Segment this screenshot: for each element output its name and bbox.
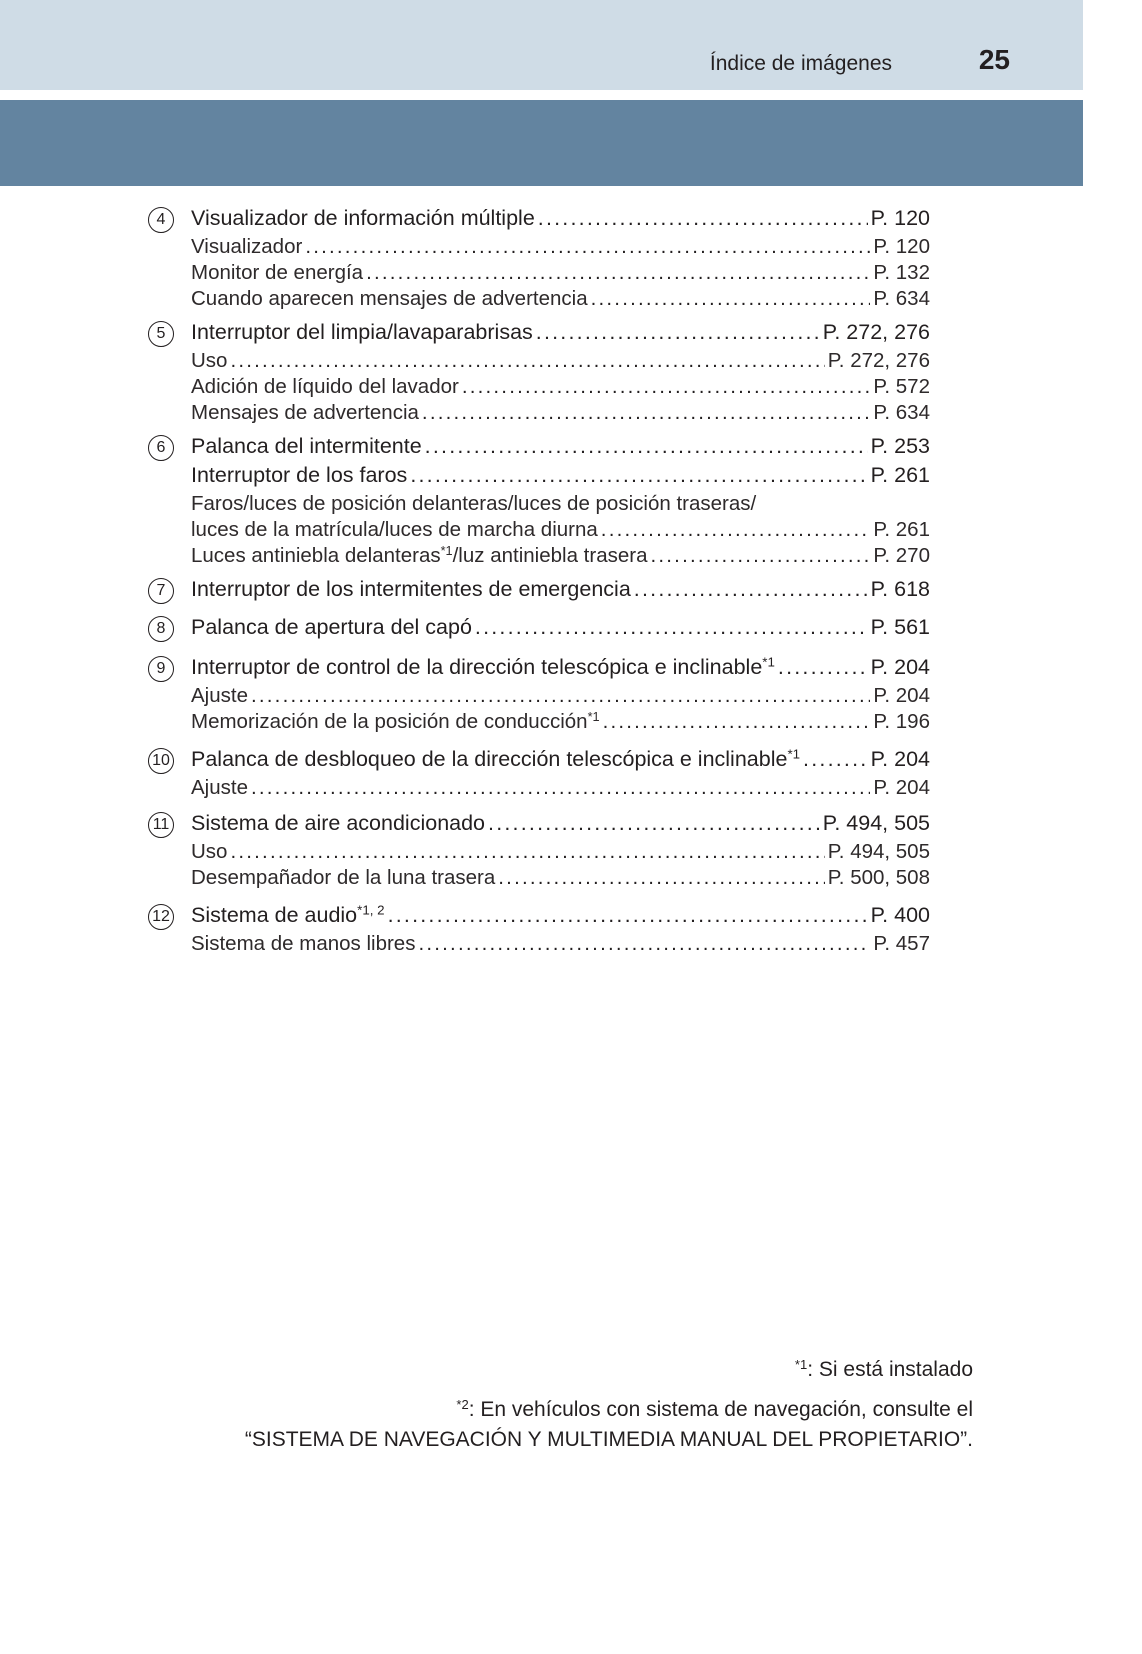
leader-dots — [603, 710, 871, 734]
entry-sub — [148, 287, 930, 313]
leader-dots — [251, 684, 870, 708]
page-ref[interactable]: P. 196 — [873, 710, 930, 733]
entry-title: Sistema de aire acondicionado — [191, 811, 486, 835]
leader-dots — [475, 615, 868, 640]
page-ref[interactable]: P. 572 — [873, 375, 930, 398]
entry-title: Palanca del intermitente — [191, 434, 422, 458]
leader-dots — [251, 776, 870, 800]
entry-group — [148, 434, 930, 570]
leader-dots — [650, 544, 870, 568]
page-number: 25 — [978, 44, 1010, 75]
leader-dots — [305, 235, 870, 259]
page-ref[interactable]: P. 618 — [870, 577, 930, 601]
leader-dots — [425, 434, 868, 459]
entry-main-secondary — [148, 463, 930, 492]
entry-sub — [148, 261, 930, 287]
page-ref[interactable]: P. 500, 508 — [827, 866, 930, 889]
entry-title: Interruptor de control de la dirección telescópica e inclinable$^{*1}$ — [191, 654, 775, 679]
entry-sub — [148, 840, 930, 866]
footnote-2 — [456, 1398, 973, 1422]
entry-group — [148, 747, 930, 802]
page-ref[interactable]: P. 561 — [870, 615, 930, 639]
sub-text: Visualizador — [191, 235, 303, 258]
sub-text: Sistema de manos libres — [191, 932, 416, 955]
leader-dots — [410, 463, 867, 488]
entry-title: Interruptor del limpia/lavaparabrisas — [191, 320, 533, 344]
entry-main — [148, 320, 930, 349]
entry-title: Palanca de apertura del capó — [191, 615, 472, 639]
entry-sub — [148, 866, 930, 892]
leader-dots — [591, 287, 871, 311]
leader-dots — [488, 811, 820, 836]
sub-text: luces de la matrícula/luces de marcha diurna — [191, 518, 598, 541]
sub-text: Mensajes de advertencia — [191, 401, 419, 424]
footnote-1 — [795, 1358, 973, 1382]
footnote-mark: *1 — [794, 1356, 808, 1372]
header-divider — [0, 90, 1083, 100]
entry-sub-line — [148, 492, 930, 518]
sub-text: Ajuste — [191, 684, 248, 707]
entry-group — [148, 615, 930, 644]
leader-dots — [230, 349, 824, 373]
footnote-text: : En vehículos con sistema de navegación, consulte el — [468, 1398, 973, 1421]
footnote-mark: *1 — [440, 543, 453, 559]
entry-number: 6 — [148, 435, 174, 461]
entry-sub — [148, 349, 930, 375]
entry-group — [148, 320, 930, 427]
entry-number: 12 — [148, 904, 174, 930]
entry-sub — [148, 932, 930, 958]
index-entries — [148, 206, 930, 958]
footnote-mark: *1 — [587, 709, 600, 725]
page-ref[interactable]: P. 272, 276 — [827, 349, 930, 372]
leader-dots — [422, 401, 870, 425]
entry-title: Interruptor de los faros — [191, 463, 408, 487]
entry-title: Palanca de desbloqueo de la dirección telescópica e inclinable$^{*1}$ — [191, 746, 801, 771]
entry-main — [148, 577, 930, 606]
page-ref[interactable]: P. 494, 505 — [827, 840, 930, 863]
sub-text: Luces antiniebla delanteras$^{*1}$/luz antiniebla trasera — [191, 543, 648, 567]
entry-sub — [148, 401, 930, 427]
entry-number: 4 — [148, 207, 174, 233]
sub-text: Uso — [191, 840, 228, 863]
entry-number: 7 — [148, 578, 174, 604]
entry-group — [148, 577, 930, 606]
leader-dots — [536, 320, 820, 345]
entry-number: 5 — [148, 321, 174, 347]
sub-text: Adición de líquido del lavador — [191, 375, 459, 398]
leader-dots — [366, 261, 870, 285]
sub-text: Ajuste — [191, 776, 248, 799]
page-ref[interactable]: P. 253 — [870, 434, 930, 458]
page-ref[interactable]: P. 261 — [870, 463, 930, 487]
entry-main — [148, 206, 930, 235]
page-ref[interactable]: P. 261 — [873, 518, 930, 541]
page-ref[interactable]: P. 270 — [873, 544, 930, 567]
leader-dots — [418, 932, 870, 956]
page-ref[interactable]: P. 204 — [873, 776, 930, 799]
sub-text: Uso — [191, 349, 228, 372]
page-ref[interactable]: P. 494, 505 — [822, 811, 930, 835]
entry-group — [148, 655, 930, 736]
page-ref[interactable]: P. 272, 276 — [822, 320, 930, 344]
footnote-text: : Si está instalado — [807, 1358, 973, 1381]
entry-sub — [148, 544, 930, 570]
entry-sub — [148, 235, 930, 261]
page-ref[interactable]: P. 204 — [870, 655, 930, 679]
page-ref[interactable]: P. 400 — [870, 903, 930, 927]
entry-sub — [148, 776, 930, 802]
entry-group — [148, 811, 930, 892]
entry-main — [148, 747, 930, 776]
entry-sub — [148, 518, 930, 544]
entry-main — [148, 434, 930, 463]
entry-sub — [148, 684, 930, 710]
sub-text: Monitor de energía — [191, 261, 364, 284]
entry-number: 8 — [148, 616, 174, 642]
page-ref[interactable]: P. 204 — [873, 684, 930, 707]
entry-main — [148, 615, 930, 644]
leader-dots — [498, 866, 824, 890]
page-ref[interactable]: P. 457 — [873, 932, 930, 955]
entry-title: Sistema de audio$^{*1, 2}$ — [191, 902, 385, 927]
footnote-mark: *1 — [787, 746, 801, 762]
entry-group — [148, 206, 930, 313]
leader-dots — [462, 375, 871, 399]
leader-dots — [230, 840, 824, 864]
sub-text: Faros/luces de posición delanteras/luces de posición traseras/ — [191, 492, 757, 515]
page-ref[interactable]: P. 634 — [873, 401, 930, 424]
entry-sub — [148, 375, 930, 401]
section-band — [0, 100, 1083, 186]
entry-number: 9 — [148, 656, 174, 682]
leader-dots — [538, 206, 868, 231]
leader-dots — [778, 655, 868, 680]
entry-number: 11 — [148, 812, 174, 838]
entry-main — [148, 903, 930, 932]
sub-text: Memorización de la posición de conducción$^{*1}$ — [191, 709, 600, 733]
header-bar — [0, 0, 1083, 90]
sub-text: Desempañador de la luna trasera — [191, 866, 496, 889]
entry-main — [148, 811, 930, 840]
page-ref[interactable]: P. 120 — [873, 235, 930, 258]
leader-dots — [388, 903, 868, 928]
leader-dots — [803, 747, 868, 772]
footnote-mark: *1, 2 — [357, 902, 385, 918]
page-ref[interactable]: P. 120 — [870, 206, 930, 230]
entry-main — [148, 655, 930, 684]
leader-dots — [634, 577, 868, 602]
entry-number: 10 — [148, 748, 174, 774]
footnote-mark: *1 — [762, 654, 775, 670]
entry-group — [148, 903, 930, 958]
page-ref[interactable]: P. 204 — [870, 747, 930, 771]
page-ref[interactable]: P. 634 — [873, 287, 930, 310]
entry-title: Visualizador de información múltiple — [191, 206, 535, 230]
footnote-2-line2: “SISTEMA DE NAVEGACIÓN Y MULTIMEDIA MANUAL DEL PROPIETARIO”. — [244, 1428, 973, 1451]
entry-sub — [148, 710, 930, 736]
entry-title: Interruptor de los intermitentes de emergencia — [191, 577, 631, 601]
leader-dots — [601, 518, 871, 542]
page-ref[interactable]: P. 132 — [873, 261, 930, 284]
footnote-mark: *2 — [456, 1396, 469, 1412]
sub-text: Cuando aparecen mensajes de advertencia — [191, 287, 588, 310]
section-title: Índice de imágenes — [709, 52, 892, 75]
